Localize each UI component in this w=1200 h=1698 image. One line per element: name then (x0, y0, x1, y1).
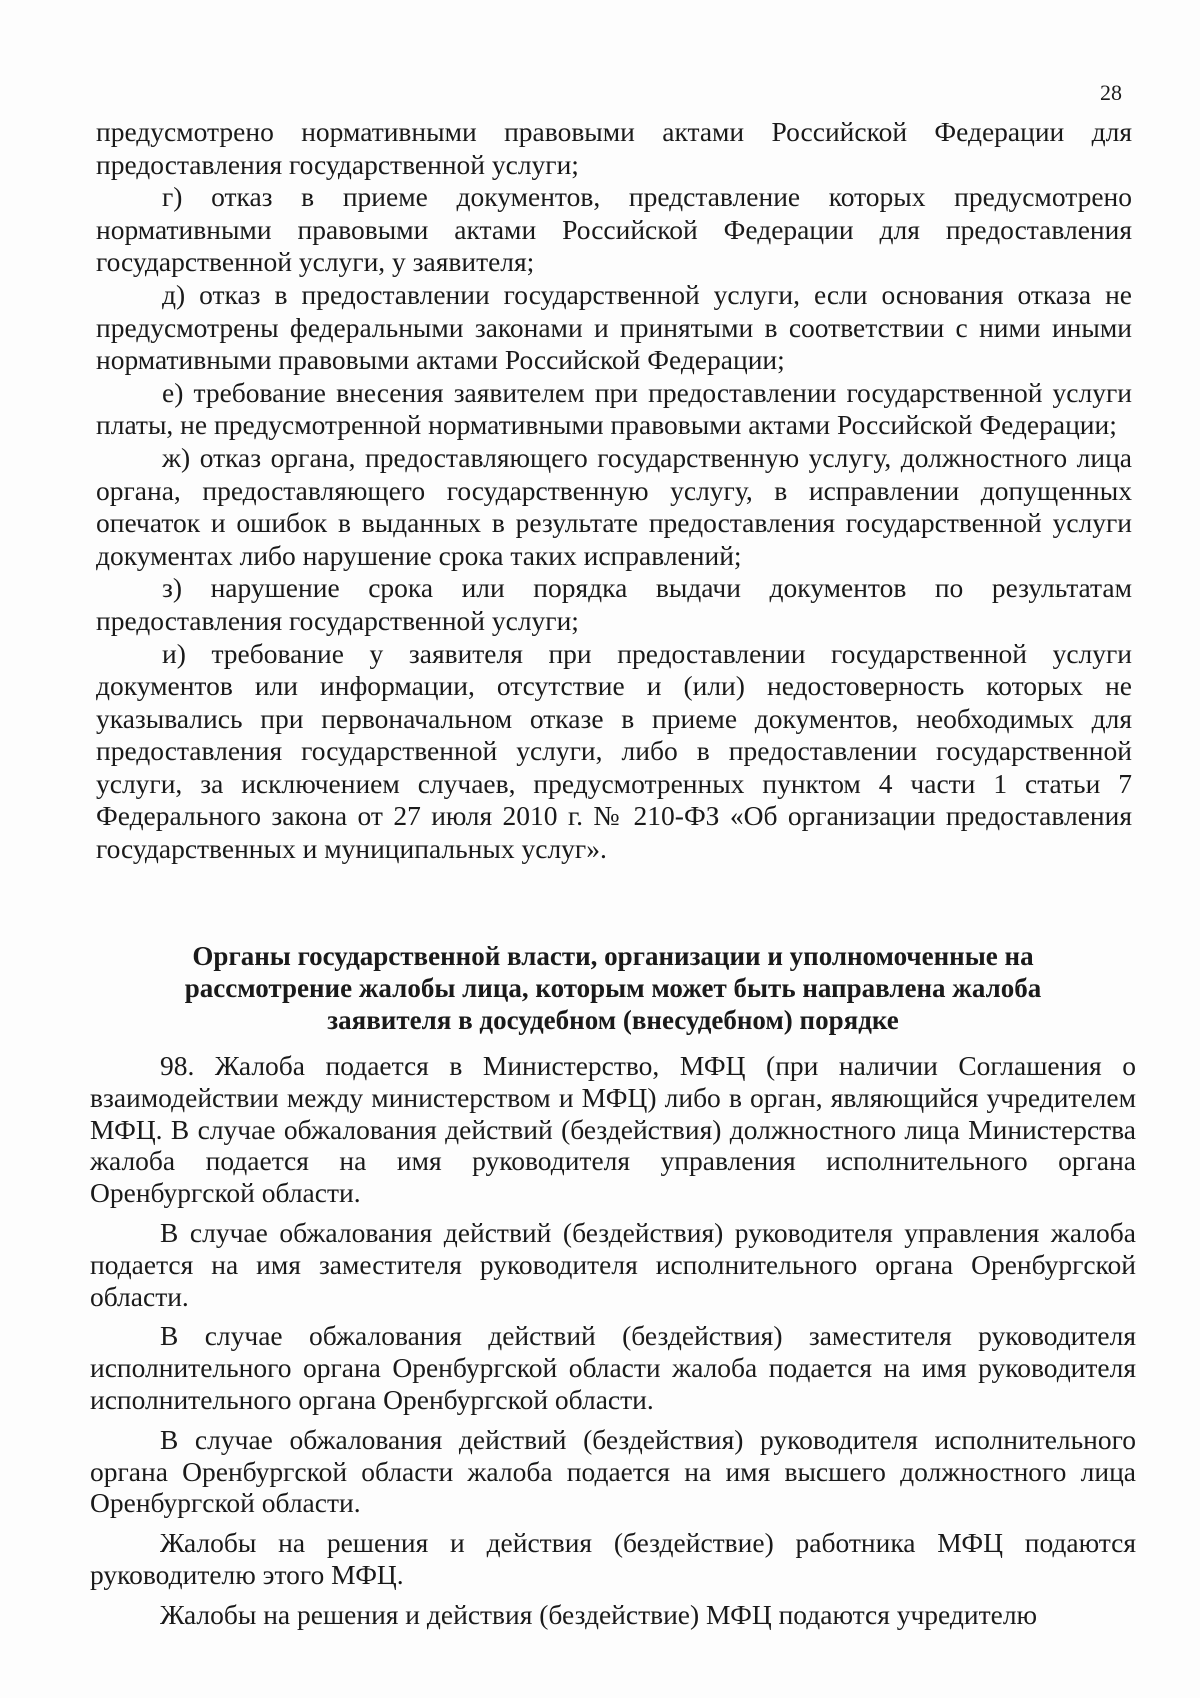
section-heading: Органы государственной власти, организации и уполномоченные на рассмотрение жалобы лица, которым может быть направлена жалоба заявителя в досудебном (внесудебном) порядке (184, 941, 1042, 1035)
section-complaint-bodies (90, 940, 1136, 1631)
list-item-d: д) отказ в предоставлении государственной услуги, если основания отказа не предусмотрены федеральными законами и принятыми в соответствии с ними иными нормативными правовыми актами Российской Федерации; (96, 278, 1132, 376)
list-item-i: и) требование у заявителя при предоставлении государственной услуги документов или информации, отсутствие и (или) недостоверность которых не указывались при первоначальном отказе в приеме документов, необходимых для предоставления государственной услуги, либо в предоставлении государственной услуги, за исключением случаев, предусмотренных пунктом 4 части 1 статьи 7 Федерального закона от 27 июля 2010 г. № 210-ФЗ «Об организации предоставления государственных и муниципальных услуг». (96, 637, 1132, 865)
page-number: 28 (1100, 80, 1122, 105)
paragraph: В случае обжалования действий (бездействия) руководителя исполнительного органа Оренбургской области жалоба подается на имя высшего должностного лица Оренбургской области. (90, 1423, 1136, 1519)
paragraph-truncated: Жалобы на решения и действия (бездействие) МФЦ подаются учредителю (160, 1598, 1038, 1630)
paragraph: В случае обжалования действий (бездействия) заместителя руководителя исполнительного органа Оренбургской области жалоба подается на имя руководителя исполнительного органа Оренбургской области. (90, 1320, 1136, 1415)
section-body (90, 1050, 1136, 1631)
paragraph-continuation: предусмотрено нормативными правовыми актами Российской Федерации для предоставления государственной услуги; (96, 116, 1132, 180)
list-item-g: г) отказ в приеме документов, представление которых предусмотрено нормативными правовыми актами Российской Федерации для предоставления государственной услуги, у заявителя; (96, 181, 1132, 278)
paragraph: Жалобы на решения и действия (бездействие) работника МФЦ подаются руководителю этого МФЦ. (90, 1527, 1136, 1590)
paragraph: В случае обжалования действий (бездействия) руководителя управления жалоба подается на имя заместителя руководителя исполнительного органа Оренбургской области. (90, 1216, 1136, 1312)
paragraph-98: 98. Жалоба подается в Министерство, МФЦ (при наличии Соглашения о взаимодействии между министерством и МФЦ) либо в орган, являющийся учредителем МФЦ. В случае обжалования действий (бездействия) должностного лица Министерства жалоба подается на имя руководителя управления исполнительного органа Оренбургской области. (90, 1050, 1136, 1209)
list-item-e: е) требование внесения заявителем при предоставлении государственной услуги платы, не предусмотренной нормативными правовыми актами Российской Федерации; (96, 376, 1132, 441)
list-item-zh: ж) отказ органа, предоставляющего государственную услугу, должностного лица органа, предоставляющего государственную услугу, в исправлении допущенных опечаток и ошибок в выданных в результате предоставления государственной услуги документах либо нарушение срока таких исправлений; (96, 441, 1132, 571)
document-body (96, 116, 1132, 866)
list-item-z: з) нарушение срока или порядка выдачи документов по результатам предоставления государственной услуги; (96, 572, 1132, 636)
